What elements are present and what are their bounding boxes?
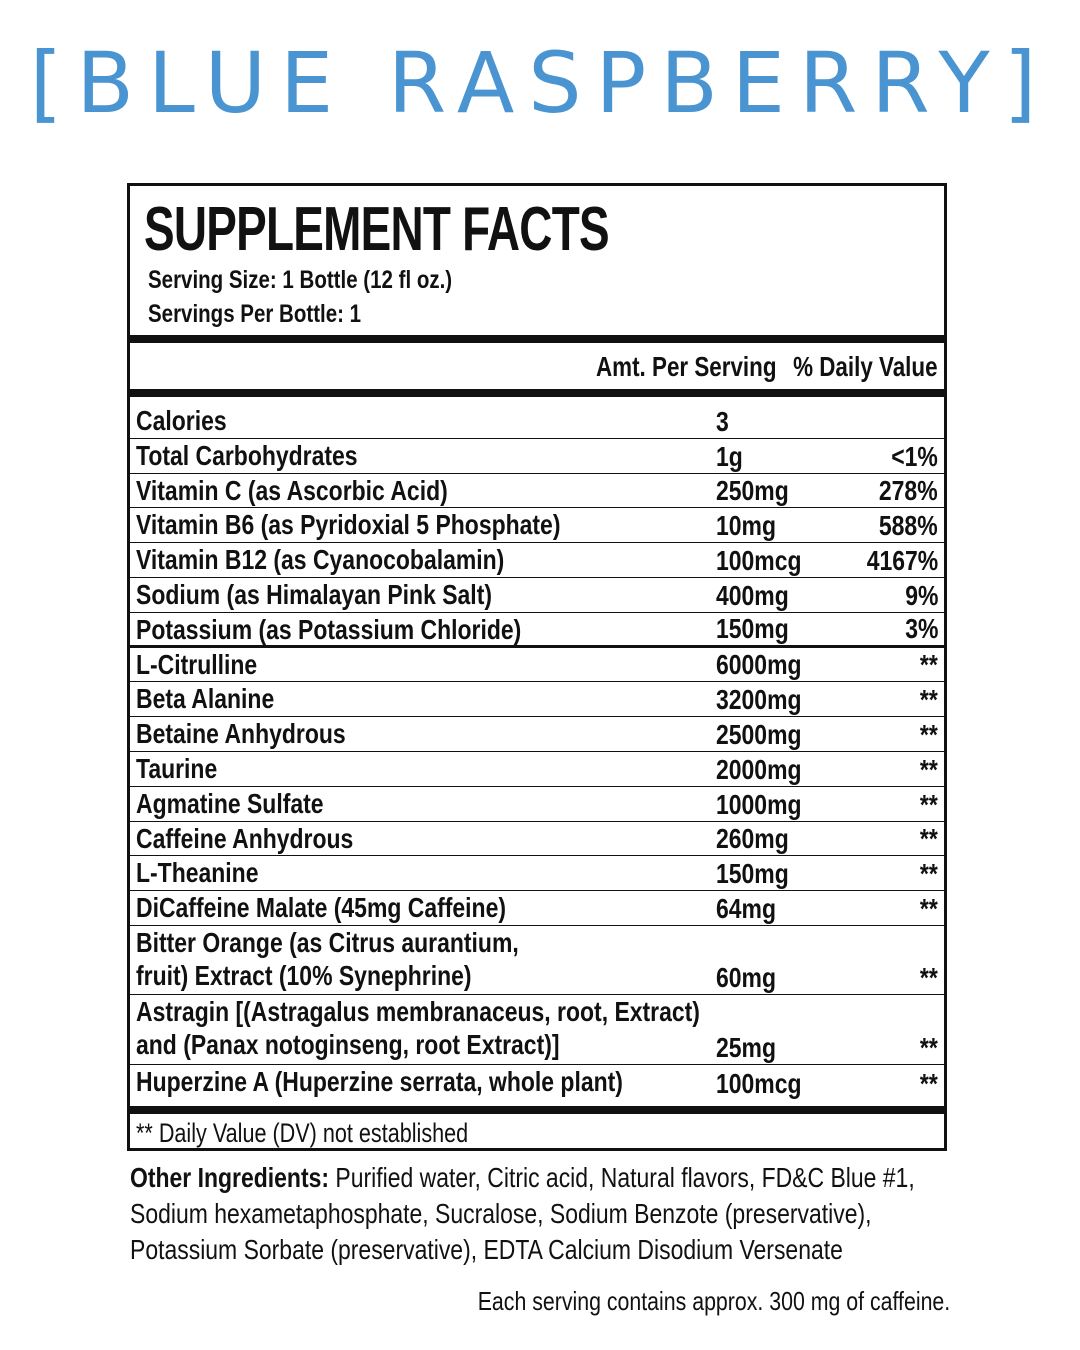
header-divider: [130, 335, 944, 343]
footer-divider: [130, 1106, 944, 1114]
nutrient-row: [130, 648, 944, 683]
caffeine-note: Each serving contains approx. 300 mg of caffeine.: [477, 1286, 950, 1316]
nutrient-daily-value: **: [920, 1031, 938, 1063]
nutrient-row: [130, 1065, 944, 1100]
flavor-title: [BLUE RASPBERRY]: [29, 34, 1051, 132]
nutrient-rows: [130, 404, 944, 1100]
nutrient-row: [130, 474, 944, 509]
column-header-daily-value: % Daily Value: [793, 351, 938, 382]
nutrient-amount: 2500mg: [716, 718, 802, 750]
nutrient-daily-value: 588%: [879, 510, 938, 542]
nutrient-amount: 64mg: [716, 892, 776, 924]
nutrient-amount: 150mg: [716, 858, 789, 890]
panel-title: SUPPLEMENT FACTS: [144, 195, 609, 264]
column-header-amount: Amt. Per Serving: [596, 351, 777, 382]
nutrient-row: [130, 926, 944, 996]
nutrient-name: Huperzine A (Huperzine serrata, whole plant): [136, 1065, 623, 1097]
nutrient-daily-value: 278%: [879, 475, 938, 507]
nutrient-row: [130, 891, 944, 926]
nutrient-row: [130, 717, 944, 752]
nutrient-amount: 150mg: [716, 612, 789, 644]
nutrient-name: L-Citrulline: [136, 648, 258, 680]
nutrient-name: Beta Alanine: [136, 683, 275, 715]
nutrient-amount: 100mcg: [716, 1067, 802, 1099]
nutrient-daily-value: **: [920, 753, 938, 785]
nutrient-amount: 100mcg: [716, 544, 802, 576]
nutrient-name: L-Theanine: [136, 857, 259, 889]
nutrient-daily-value: **: [920, 649, 938, 681]
nutrient-name: Calories: [136, 405, 227, 436]
nutrient-amount: 25mg: [716, 1031, 776, 1063]
nutrient-name: Astragin [(Astragalus membranaceus, root, Extract) and (Panax notoginseng, root Extract)]: [136, 996, 700, 1061]
nutrient-name: Sodium (as Himalayan Pink Salt): [136, 578, 492, 610]
nutrient-daily-value: **: [920, 718, 938, 750]
nutrient-name: DiCaffeine Malate (45mg Caffeine): [136, 892, 506, 924]
supplement-facts-panel: [127, 183, 947, 1151]
nutrient-row: [130, 578, 944, 613]
other-ingredients: [130, 1160, 950, 1268]
nutrient-amount: 2000mg: [716, 753, 802, 785]
nutrient-row: [130, 543, 944, 578]
other-ingredients-label: Other Ingredients:: [130, 1162, 330, 1193]
nutrient-name: Total Carbohydrates: [136, 439, 358, 471]
nutrient-name: Vitamin B12 (as Cyanocobalamin): [136, 544, 505, 576]
nutrient-amount: 250mg: [716, 475, 789, 507]
servings-per-bottle: Servings Per Bottle: 1: [148, 300, 362, 328]
nutrient-row: [130, 752, 944, 787]
nutrient-daily-value: **: [920, 858, 938, 890]
nutrient-row: [130, 856, 944, 891]
nutrient-name: Taurine: [136, 752, 218, 784]
nutrient-daily-value: **: [920, 892, 938, 924]
nutrient-amount: 1000mg: [716, 788, 802, 820]
other-ingredients-text: Purified water, Citric acid, Natural flavors, FD&C Blue #1, Sodium hexametaphosphate, Sucralose, Sodium Benzote (preservative), Potassium Sorbate (preservative), EDTA Calcium Disodium Versenate: [130, 1162, 915, 1265]
nutrient-daily-value: <1%: [891, 440, 938, 472]
column-header-divider: [130, 389, 944, 397]
nutrient-name: Betaine Anhydrous: [136, 718, 346, 750]
nutrient-amount: 400mg: [716, 579, 789, 611]
nutrient-row: [130, 995, 944, 1065]
nutrient-row: [130, 439, 944, 474]
nutrient-name: Bitter Orange (as Citrus aurantium, fruit) Extract (10% Synephrine): [136, 926, 519, 991]
nutrient-name: Agmatine Sulfate: [136, 787, 324, 819]
nutrient-daily-value: **: [920, 788, 938, 820]
nutrient-daily-value: **: [920, 684, 938, 716]
nutrient-amount: 6000mg: [716, 649, 802, 681]
nutrient-row: [130, 613, 944, 648]
nutrient-amount: 260mg: [716, 823, 789, 855]
nutrient-amount: 60mg: [716, 962, 776, 994]
nutrient-amount: 1g: [716, 440, 743, 472]
nutrient-name: Vitamin C (as Ascorbic Acid): [136, 474, 448, 506]
nutrient-amount: 10mg: [716, 510, 776, 542]
nutrient-amount: 3200mg: [716, 684, 802, 716]
nutrient-row: [130, 682, 944, 717]
nutrient-daily-value: **: [920, 823, 938, 855]
nutrient-row: [130, 822, 944, 857]
nutrient-amount: 3: [716, 405, 729, 437]
nutrient-daily-value: **: [920, 1067, 938, 1099]
nutrient-daily-value: 9%: [904, 579, 938, 611]
nutrient-row: [130, 404, 944, 439]
nutrient-daily-value: 4167%: [866, 544, 938, 576]
daily-value-footnote: ** Daily Value (DV) not established: [136, 1118, 469, 1148]
nutrient-name: Caffeine Anhydrous: [136, 822, 354, 854]
nutrient-name: Vitamin B6 (as Pyridoxial 5 Phosphate): [136, 509, 561, 541]
nutrient-daily-value: **: [920, 962, 938, 994]
nutrient-daily-value: 3%: [904, 612, 938, 644]
serving-size: Serving Size: 1 Bottle (12 fl oz.): [148, 266, 453, 294]
nutrient-row: [130, 787, 944, 822]
nutrient-row: [130, 508, 944, 543]
nutrient-name: Potassium (as Potassium Chloride): [136, 613, 522, 645]
